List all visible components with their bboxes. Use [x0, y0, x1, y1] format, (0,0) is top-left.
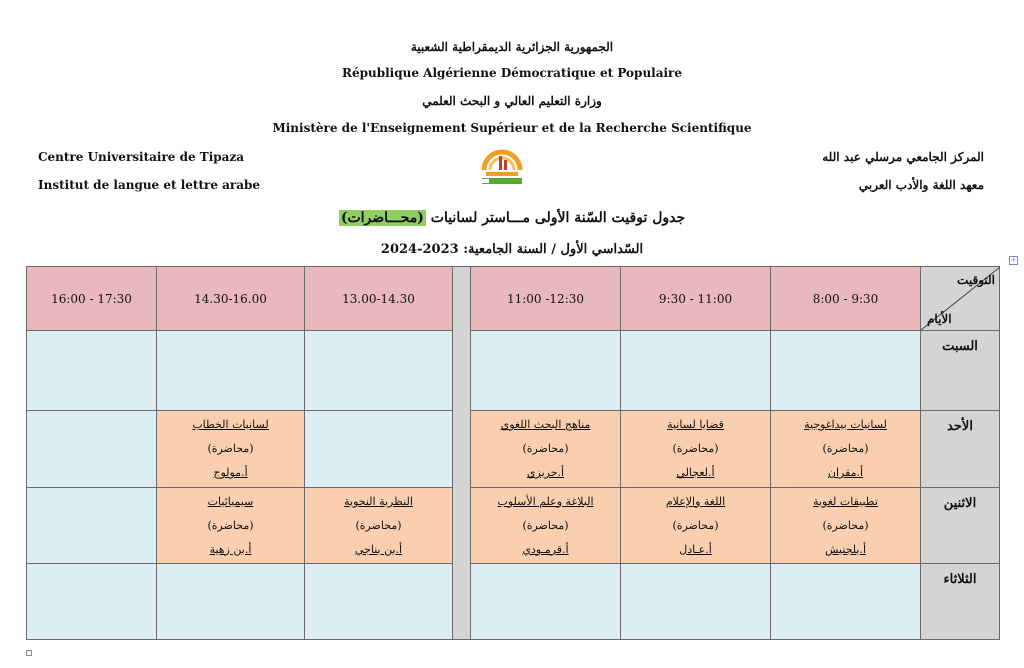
- course-cell: [621, 488, 771, 564]
- course-name: تطبيقات لغوية: [813, 494, 878, 508]
- empty-slot: [771, 331, 921, 411]
- empty-slot: [471, 564, 621, 640]
- empty-slot: [305, 331, 453, 411]
- course-cell: [621, 411, 771, 488]
- course-name: لسانيات الخطاب: [192, 418, 269, 431]
- time-slot-2: 9:30 - 11:00: [621, 267, 771, 331]
- course-name: سيميائيات: [207, 494, 254, 508]
- table-row: [27, 331, 1000, 411]
- day-sunday: الأحد: [921, 411, 1000, 488]
- day-tuesday: الثلاثاء: [921, 564, 1000, 640]
- course-name: البلاغة وعلم الأسلوب: [497, 494, 594, 508]
- time-slot-3: 11:00 -12:30: [471, 267, 621, 331]
- institute-name-french: Institut de langue et lettre arabe: [38, 178, 261, 192]
- semester-line: السّداسي الأول / السنة الجامعية: 2023-2024: [380, 242, 644, 257]
- course-name: قضايا لسانية: [667, 418, 724, 431]
- time-slot-5: 14.30-16.00: [157, 267, 305, 331]
- republic-name-arabic: الجمهورية الجزائرية الديمقراطية الشعبية: [410, 40, 614, 54]
- course-type: (محاضرة): [207, 518, 254, 532]
- corner-days-label: الأيام: [927, 312, 952, 326]
- time-slot-6: 16:00 - 17:30: [27, 267, 157, 331]
- schedule-title: [0, 210, 1024, 226]
- empty-slot: [305, 564, 453, 640]
- time-slot-1: 8:00 - 9:30: [771, 267, 921, 331]
- center-name-arabic: المركز الجامعي مرسلي عبد الله: [822, 150, 984, 164]
- course-type: (محاضرة): [207, 442, 254, 455]
- course-type: (محاضرة): [822, 518, 869, 532]
- course-type: (محاضرة): [522, 442, 569, 455]
- empty-slot: [27, 331, 157, 411]
- course-professor: أ.حريزي: [526, 466, 565, 479]
- course-professor: أ.لعجالي: [676, 466, 715, 479]
- republic-name-french: République Algérienne Démocratique et Populaire: [341, 66, 683, 80]
- corner-time-label: التوقيت: [957, 273, 995, 287]
- empty-slot: [27, 564, 157, 640]
- course-professor: أ.عـادل: [679, 542, 712, 556]
- day-saturday: السبت: [921, 331, 1000, 411]
- center-name-french: Centre Universitaire de Tipaza: [38, 150, 245, 164]
- course-type: (محاضرة): [672, 518, 719, 532]
- empty-slot: [471, 331, 621, 411]
- empty-slot: [771, 564, 921, 640]
- course-type: (محاضرة): [355, 518, 402, 532]
- table-row: [27, 488, 1000, 564]
- corner-cell: [921, 267, 1000, 331]
- institute-name-arabic: معهد اللغة والأدب العربي: [858, 178, 984, 192]
- lunch-gap-column: [453, 267, 471, 640]
- course-name: مناهج البحث اللغوي: [500, 418, 591, 431]
- course-cell: [771, 488, 921, 564]
- day-monday: الاثنين: [921, 488, 1000, 564]
- course-professor: أ.مولوج: [213, 466, 248, 479]
- table-row: [27, 564, 1000, 640]
- ministry-name-arabic: وزارة التعليم العالي و البحث العلمي: [422, 94, 602, 108]
- course-cell: [157, 411, 305, 488]
- course-type: (محاضرة): [522, 518, 569, 532]
- course-cell: [157, 488, 305, 564]
- paragraph-end-marker: [26, 650, 32, 656]
- course-name: النظرية النحوية: [344, 494, 413, 508]
- course-cell: [471, 411, 621, 488]
- course-professor: أ.بن بناجي: [354, 542, 403, 556]
- course-cell: [305, 488, 453, 564]
- schedule-table: [26, 266, 1000, 640]
- empty-slot: [157, 564, 305, 640]
- course-cell: [771, 411, 921, 488]
- course-cell: [471, 488, 621, 564]
- course-professor: أ.بن زهية: [209, 542, 252, 556]
- ministry-name-french: Ministère de l'Enseignement Supérieur et de la Recherche Scientifique: [272, 121, 752, 135]
- table-row: [27, 411, 1000, 488]
- course-professor: أ.قرمـودي: [522, 542, 569, 556]
- empty-slot: [27, 411, 157, 488]
- empty-slot: [305, 411, 453, 488]
- empty-slot: [27, 488, 157, 564]
- time-slot-4: 13.00-14.30: [305, 267, 453, 331]
- course-professor: أ.بلجنيش: [824, 542, 867, 556]
- course-professor: أ.مقران: [827, 466, 864, 479]
- empty-slot: [621, 564, 771, 640]
- title-highlight: (محـــاضرات): [340, 210, 424, 226]
- empty-slot: [621, 331, 771, 411]
- university-logo-icon: [478, 144, 526, 188]
- course-type: (محاضرة): [672, 442, 719, 455]
- header-row: [27, 267, 1000, 331]
- table-move-handle-icon[interactable]: +: [1010, 256, 1017, 264]
- course-type: (محاضرة): [822, 442, 869, 455]
- title-main: جدول توقيت السّنة الأولى مـــاستر لسانيات: [425, 210, 686, 226]
- course-name: لسانيات بيداغوجية: [804, 418, 887, 431]
- course-name: اللغة والإعلام: [665, 494, 726, 508]
- empty-slot: [157, 331, 305, 411]
